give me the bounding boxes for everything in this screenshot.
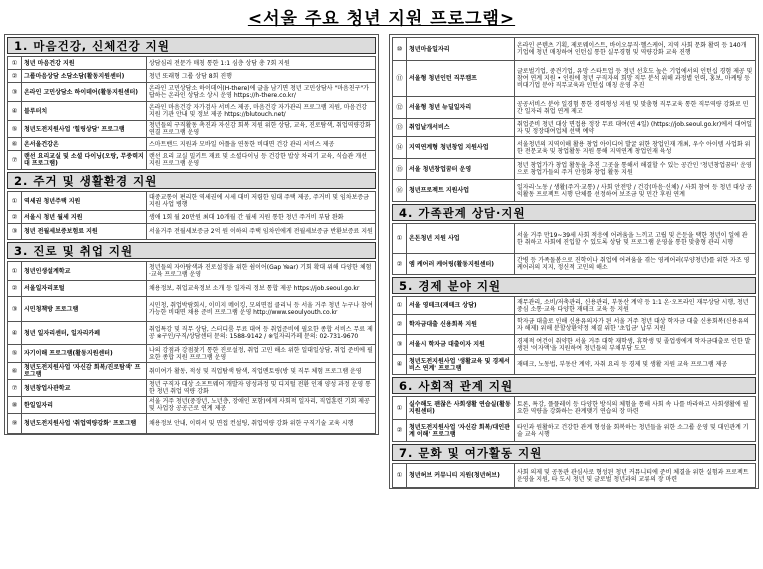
program-name: 서울형 청년 뉴딜일자리 xyxy=(407,97,515,119)
row-number xyxy=(8,322,22,345)
program-description: 채용정보 안내, 이력서 및 면접 컨설팅, 취업역량 강화 위한 구직기술 교육 시행 xyxy=(147,414,376,434)
table-row xyxy=(8,57,376,70)
program-name: 온라인 고민상담소 하이데어(활동지원센터) xyxy=(22,83,147,102)
row-number xyxy=(393,397,407,420)
row-number-text: ⑨ xyxy=(11,419,18,427)
row-number-text: ② xyxy=(11,284,18,292)
program-description: 공공서비스 분야 일경험 통한 경력형성 지원 및 맞춤형 직무교육 통한 직무역량 강화로 민간 일자리 취업 연계 제고 xyxy=(515,97,756,119)
row-number xyxy=(8,151,22,170)
row-number-text: ④ xyxy=(11,106,18,115)
row-number xyxy=(393,137,407,159)
row-number xyxy=(8,363,22,380)
row-number-text: ④ xyxy=(396,360,403,368)
table-row xyxy=(393,355,756,375)
table-row xyxy=(8,380,376,397)
program-description: 청년들의 자아탐색과 진로설정을 위한 쉼이어(Gap Year) 기회 확대 위해 다양한 체험·교육 프로그램 운영 xyxy=(147,262,376,281)
program-name: 청년도전지원사업 '힐링상담' 프로그램 xyxy=(22,121,147,138)
program-description: 취미여가 활동, 적성 및 직업탐색 탐색, 직업멘토링(방 및 직무 체험 프로그램 운영 xyxy=(147,363,376,380)
row-number-text: ⑬ xyxy=(396,123,403,131)
program-description: 재무관리, 소비/저축관리, 신용관리, 부동산 계약 등 1:1 온·오프라인 재무상담 시행, 청년 중심 소통·교육 다양한 재테크 교육 등 지원 xyxy=(515,297,756,315)
left-column xyxy=(4,34,379,435)
row-number-text: ⑦ xyxy=(11,155,18,164)
program-description: 서울청년의 지역이해 활용 창업 아이디어 발굴 위한 창업인재 개최, 우수 아이템 사업화 위한 전문교육 및 창업활동 지원 통해 지역연계 창업인재 육성 xyxy=(515,137,756,159)
table-row xyxy=(8,262,376,281)
table-row xyxy=(393,297,756,315)
row-number xyxy=(8,345,22,363)
program-name: 실수해도 괜찮은 사회생활 연습실(활동지원센터) xyxy=(407,397,515,420)
program-description: 취업특강 및 직무 상담, 스터디룸 무료 대여 등 취업준비에 필요한 종합 서비스 무료 제공 ※구인/구직/상담센터 문의: 1588-9142 / ※일자리카페 문의: 02-731-9670 xyxy=(147,322,376,345)
program-name: 서울형 청년인턴 직무캠프 xyxy=(407,61,515,97)
row-number xyxy=(8,297,22,322)
row-number xyxy=(393,297,407,315)
row-number xyxy=(8,57,22,70)
row-number-text: ⑥ xyxy=(11,366,18,375)
row-number-text: ⑧ xyxy=(11,400,18,409)
program-name: 학자금대출 신용회복 지원 xyxy=(407,315,515,335)
section-header: 4. 가족관계 상담·지원 xyxy=(392,204,756,221)
program-description: 나의 강점과 강점찾기 통한 진로설정, 취업 고민 해소 위한 일대일상담, 취업 준비에 필요한 종합 지원 프로그램 운영 xyxy=(147,345,376,363)
table-row xyxy=(8,211,376,224)
section-header: 1. 마음건강, 신체건강 지원 xyxy=(7,37,376,54)
program-description: 스마트밴드 지원과 모바일 어플을 연동한 비대면 건강 관리 서비스 제공 xyxy=(147,138,376,151)
table-row xyxy=(8,121,376,138)
table-row xyxy=(393,137,756,159)
program-description: 청년들의 구직활동 촉진과 자신감 회복 지원 위한 상담, 교육, 진로탐색, 취업역량강화 연결 프로그램 운영 xyxy=(147,121,376,138)
row-number-text: ⑭ xyxy=(396,143,403,151)
row-number xyxy=(8,192,22,211)
row-number-text: ① xyxy=(396,471,403,479)
row-number-text: ⑤ xyxy=(11,349,18,357)
program-description: 시민청, 취업박람회시, 이미지 메이킹, 모의면접 클리닉 등 서울 거주 청년 누구나 참여 가능한 비대면 채용 준비 프로그램 운영 http://www.seoulyouth.co.kr xyxy=(147,297,376,322)
program-description: 타인과 원활하고 건강한 관계 형성을 회복하는 청년들을 위한 소그룹 운영 및 대인관계 기술 교육 시행 xyxy=(515,420,756,442)
program-name: 청년인생설계학교 xyxy=(22,262,147,281)
row-number-text: ③ xyxy=(11,227,18,235)
row-number-text: ② xyxy=(396,320,403,328)
row-number xyxy=(8,262,22,281)
program-name: 청년도전지원사업 '자신감 회복/대인관계 이해' 프로그램 xyxy=(407,420,515,442)
row-number xyxy=(393,180,407,202)
program-name: 서울시 청년 월세 지원 xyxy=(22,211,147,224)
table-row xyxy=(8,224,376,240)
row-number-text: ② xyxy=(11,212,18,221)
table-row xyxy=(8,151,376,170)
program-description: 사회 의제 및 공동관 관심사로 형성된 청년 커뮤니티에 준비 체결을 위한 실험과 프로젝트 운영을 지원, 타 도시 청년 및 글로벌 청년과의 교류의 장 마련 xyxy=(515,464,756,488)
row-number-text: ② xyxy=(396,259,403,268)
right-column xyxy=(389,34,759,489)
program-name: 서울 영테크(재테크 상담) xyxy=(407,297,515,315)
program-description: 상담심리 전문가 매칭 통한 1:1 심층 상담 총 7회 지원 xyxy=(147,57,376,70)
row-number-text: ⑤ xyxy=(11,124,18,133)
row-number xyxy=(393,61,407,97)
table-row xyxy=(393,159,756,180)
table-row xyxy=(393,335,756,355)
row-number xyxy=(8,70,22,83)
table-row xyxy=(393,119,756,137)
program-name: 시민청책방 프로그램 xyxy=(22,297,147,322)
program-description: 청년 구직자 대상 소프트웨어 개발자 양성과정 및 디지털 전환 인재 양성 과정 운영 통한 청년 취업 역량 강화 xyxy=(147,380,376,397)
program-description: 재테크, 노동법, 부동산 계약, 자취 요리 등 경제 및 생활 지원 교육 프로그램 제공 xyxy=(515,355,756,375)
program-name: 지역연계형 청년창업 지원사업 xyxy=(407,137,515,159)
section-header: 6. 사회적 관계 지원 xyxy=(392,377,756,394)
row-number xyxy=(393,224,407,254)
program-description: 온라인 콘텐츠 기획, 제로웨이스트, 바이오뮤직·헬스케어, 지역 사회 문화 활력 등 140개 기업에 청년 매칭하여 인턴십 통한 실무경험 및 역량강화 교육 진행 xyxy=(515,38,756,61)
row-number-text: ④ xyxy=(11,328,18,337)
row-number xyxy=(8,102,22,121)
row-number xyxy=(393,254,407,275)
table-row xyxy=(393,61,756,97)
section-header: 3. 진로 및 취업 지원 xyxy=(7,242,376,259)
program-table xyxy=(392,463,756,488)
table-row xyxy=(393,38,756,61)
row-number-text: ③ xyxy=(11,304,18,313)
row-number-text: ① xyxy=(11,58,18,67)
row-number xyxy=(393,119,407,137)
program-description: 경제적 여건이 취약한 서울 거주 대학 재학생, 휴학생 및 졸업생에게 학자금대출로 인한 발생된 '이자액'을 지원하여 청년들의 부채부담 도모 xyxy=(515,335,756,355)
row-number xyxy=(8,121,22,138)
program-name: 청년 일자리센터, 일자리카페 xyxy=(22,322,147,345)
row-number-text: ③ xyxy=(396,340,403,348)
table-row xyxy=(393,397,756,420)
program-table xyxy=(7,56,376,170)
table-row xyxy=(393,464,756,488)
program-name: 온서울건강온 xyxy=(22,138,147,151)
row-number xyxy=(393,420,407,442)
program-name: 서울시 학자금 대출이자 지원 xyxy=(407,335,515,355)
program-description: 청년 또래형 그룹 상담 8회 진행 xyxy=(147,70,376,83)
table-row xyxy=(8,397,376,414)
row-number xyxy=(393,315,407,335)
row-number-text: ⑪ xyxy=(396,74,403,82)
program-description: 랜선 요리 교실 밀키트 재료 및 소셜다이닝 등 건강한 밥상 차리기 교육, 식습관 개선 지원 프로그램 운영 xyxy=(147,151,376,170)
row-number-text: ⑫ xyxy=(396,103,403,111)
program-name: 역세권 청년주택 지원 xyxy=(22,192,147,211)
program-description: 청년 창업가가 창업 활동을 추진 그곳을 통해서 해결할 수 있는 공간인 '청년창업꿈터' 운영으로 창업가들의 주거 안정화 창업 활동 지원 xyxy=(515,159,756,180)
row-number xyxy=(393,159,407,180)
table-row xyxy=(8,138,376,151)
row-number-text: ① xyxy=(396,403,403,412)
row-number-text: ⑥ xyxy=(11,139,18,148)
row-number xyxy=(8,281,22,297)
table-row xyxy=(8,414,376,434)
table-row xyxy=(8,83,376,102)
row-number xyxy=(8,211,22,224)
program-description: 글로벌기업, 중견기업, 유망 스타트업 등 청년 선호도 높은 기업에서의 인턴십 경험 제공 및 참여 연계 지원 • 인원에 청년 구직자의 희망 직무 분석 위해 과정별 인력, 홍보, 마케팅 등 비대기업 분야 직무교육과 인턴십 매칭 운영 추진 xyxy=(515,61,756,97)
program-name: 청년도전지원사업 '취업역량강화' 프로그램 xyxy=(22,414,147,434)
program-description: 생애 1회 월 20만원 최대 10개월 간 월세 지원 통한 청년 주거비 부담 완화 xyxy=(147,211,376,224)
program-description: 온라인 고민상담소 하이데어(H-there)에 글을 남기면 청년 고민상담사 "마음친구"가 답하는 온라인 상담소 상시 운영 https://h-there.co.kr/ xyxy=(147,83,376,102)
row-number xyxy=(393,355,407,375)
program-description: 온라인 마음건강 자가검사 서비스 제공, 마음건강 자가관리 프로그램 지원, 마음건강 지원 기관 안내 및 정보 제공 https://blutouch.net/ xyxy=(147,102,376,121)
program-name: 자기이해 프로그램(활동지원센터) xyxy=(22,345,147,363)
program-description: 토론, 특강, 플플레이 등 다양한 방식의 체험을 통해 사회 속 나를 바라하고 사회생활에 필요한 역량을 강화하는 관계맺기 연습의 장 마련 xyxy=(515,397,756,420)
row-number-text: ② xyxy=(11,71,18,80)
program-table xyxy=(392,396,756,442)
section-header: 5. 경제 분야 지원 xyxy=(392,277,756,294)
row-number-text: ⑦ xyxy=(11,383,18,392)
row-number xyxy=(8,138,22,151)
program-description: 간병 등 가족돌봄으로 진학이나 취업에 어려움을 겪는 영케어러(부양청년)를 위한 자조 영케어러의 지지, 정신적 고민의 해소 xyxy=(515,254,756,275)
program-name: 블루터치 xyxy=(22,102,147,121)
row-number xyxy=(393,464,407,488)
table-row xyxy=(393,97,756,119)
program-name: 취업날개서비스 xyxy=(407,119,515,137)
row-number-text: ⑯ xyxy=(396,186,403,194)
program-table xyxy=(392,37,756,202)
program-table xyxy=(392,223,756,275)
table-row xyxy=(8,102,376,121)
row-number-text: ① xyxy=(11,196,18,205)
row-number-text: ① xyxy=(396,234,403,242)
program-name: 청년허브 커뮤니티 지원(청년허브) xyxy=(407,464,515,488)
row-number-text: ③ xyxy=(11,87,18,96)
program-name: 랜선 요리교실 및 소셜 다이닝(오랑, 무중력지대 프로그램) xyxy=(22,151,147,170)
section-header: 7. 문화 및 여가활동 지원 xyxy=(392,444,756,461)
table-row xyxy=(8,281,376,297)
program-name: 청년마을일자리 xyxy=(407,38,515,61)
program-table xyxy=(7,261,376,434)
row-number xyxy=(8,380,22,397)
program-name: 서울 청년창업꿈터 운영 xyxy=(407,159,515,180)
page-title: <서울 주요 청년 지원 프로그램> xyxy=(247,9,516,29)
program-name: 청년 마음건강 지원 xyxy=(22,57,147,70)
program-name: 청년창업사관학교 xyxy=(22,380,147,397)
program-description: 취업준비 청년 대상 면접용 정장 무료 대여(연 4일) (https://job.seoul.go.kr)에서 대여일자 및 정장대여업체 선택 예약 xyxy=(515,119,756,137)
section-header: 2. 주거 및 생활환경 지원 xyxy=(7,172,376,189)
program-description: 서울 거주 만19~39세 사회 적응에 어려움을 느끼고 고립 및 은둔을 택한 청년이 일에 관한 취하고 사회에 진입할 수 있도록 상담 및 프로그램 운영을 통한 맞춤형 관리 시행 xyxy=(515,224,756,254)
program-description: 대중교통이 편리한 역세권에 시세 대비 저렴한 임대 주택 제공, 주거비 및 임차보증금 지원 사업 병행 xyxy=(147,192,376,211)
row-number-text: ② xyxy=(396,426,403,434)
table-row xyxy=(393,420,756,442)
program-description: 서울거주 전월세보증금 2억 원 이하의 주택 임차인에게 전월세보증금 반환보증료 지원 xyxy=(147,224,376,240)
table-row xyxy=(8,192,376,211)
table-row xyxy=(8,322,376,345)
program-description: 서울 거주 청년(중장년, 노년층, 장애인 포함)에게 사회적 일자리, 직업훈련 기회 제공 및 사업장 공공근로 연계 제공 xyxy=(147,397,376,414)
table-row xyxy=(393,315,756,335)
row-number-text: ① xyxy=(11,266,18,275)
table-row xyxy=(393,180,756,202)
program-name: 청년도전지원사업 '생활교육 및 경제서비스 연계' 프로그램 xyxy=(407,355,515,375)
program-description: 일자리·노동 / 생활(주거·교통) / 사회 안전망 / 건강(마음·신체) / 사회 참여 등 청년 대상 공익활동 프로젝트 시행 단체를 선정하여 보조금 및 민간 후원 연계 xyxy=(515,180,756,202)
row-number xyxy=(393,97,407,119)
program-name: 청년도전지원사업 '자신감 회복/진로탐색' 프로그램 xyxy=(22,363,147,380)
row-number xyxy=(8,224,22,240)
program-name: 한일일자리 xyxy=(22,397,147,414)
table-row xyxy=(8,363,376,380)
row-number xyxy=(393,335,407,355)
program-table xyxy=(392,296,756,375)
program-table xyxy=(7,191,376,240)
row-number-text: ⑮ xyxy=(396,164,403,173)
row-number xyxy=(393,38,407,61)
table-row xyxy=(393,254,756,275)
row-number-text: ① xyxy=(396,301,403,309)
program-name: 온돈청년 지원 사업 xyxy=(407,224,515,254)
row-number-text: ⑩ xyxy=(396,44,403,53)
program-description: 채용정보, 취업교육정보 소개 등 일자리 정보 통합 제공 https://job.seoul.go.kr xyxy=(147,281,376,297)
program-name: 청년프로젝트 지원사업 xyxy=(407,180,515,202)
program-name: 청년 전월세보증보험료 지원 xyxy=(22,224,147,240)
program-name: 엠 케어러 케어링(활동지원센터) xyxy=(407,254,515,275)
program-name: 서울일자리포털 xyxy=(22,281,147,297)
row-number xyxy=(8,397,22,414)
table-row xyxy=(8,345,376,363)
program-description: 학자금 대출로 인해 신용유의자가 된 서울 거주 청년 대상 학자금 대출 신용회복(신용유의자 해제) 위해 분할상환약정 체결 위한 '초입금' 납부 지원 xyxy=(515,315,756,335)
row-number xyxy=(8,414,22,434)
table-row xyxy=(393,224,756,254)
table-row xyxy=(8,70,376,83)
table-row xyxy=(8,297,376,322)
program-name: 그룹마음상담 소담소담(활동지원센터) xyxy=(22,70,147,83)
row-number xyxy=(8,83,22,102)
